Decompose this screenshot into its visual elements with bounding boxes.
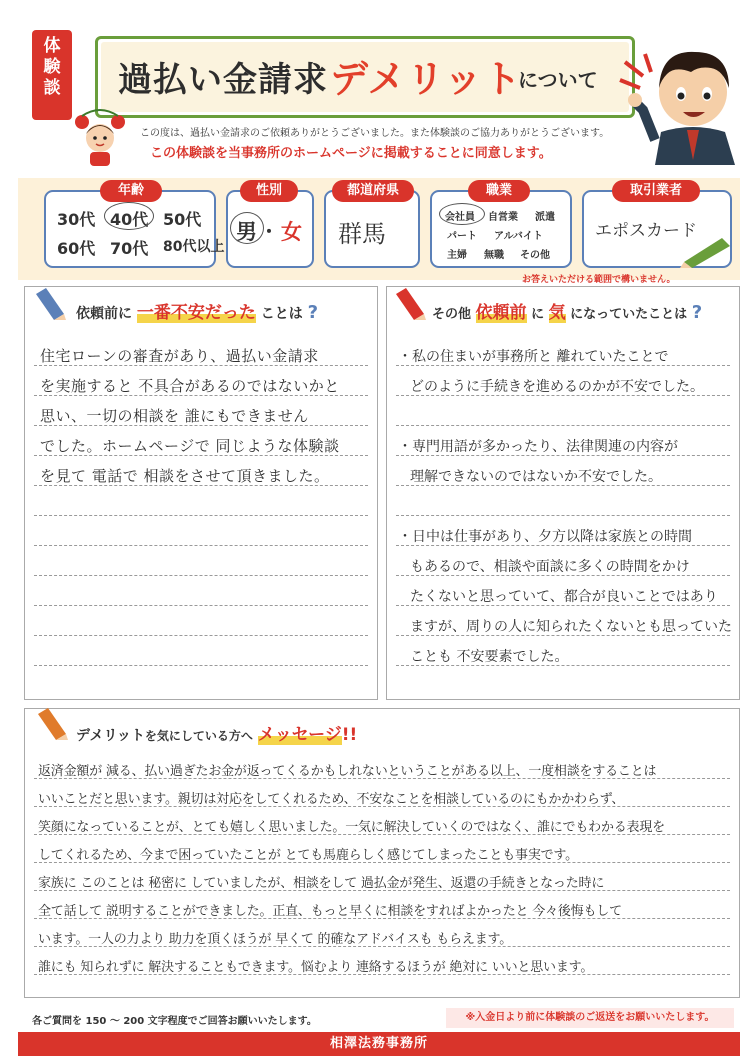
- gender-female: 女: [281, 220, 302, 244]
- occupation-option-selected: 会社員: [445, 212, 475, 223]
- badge-char: 験: [43, 57, 61, 77]
- age-selection-circle: [104, 202, 154, 230]
- q1-heading-post: ことは: [260, 306, 303, 322]
- lender-label: 取引業者: [612, 180, 700, 202]
- q2-answer-line: どのように手続きを進めるのかが不安でした。: [410, 379, 704, 395]
- q2-answer-line: ことも 不安要素でした。: [410, 649, 569, 665]
- q2-answer-line: ますが、周りの人に知られたくないとも思っていた: [410, 619, 732, 635]
- q1-heading: [76, 298, 318, 323]
- cherry-kid-icon: [70, 108, 130, 168]
- q1-heading-emphasis: 一番不安だった: [136, 303, 256, 323]
- q3-answer-line: 家族に このことは 秘密に していましたが、相談をして 過払金が発生、返還の手続きとなった時に: [38, 876, 605, 891]
- age-option: 30代: [57, 210, 96, 229]
- occupation-option: その他: [520, 250, 550, 261]
- q3-heading-emphasis: メッセージ: [257, 725, 342, 745]
- lender-value: エポスカード: [595, 221, 697, 241]
- answer-rule: [34, 575, 368, 576]
- prefecture-value: 群馬: [338, 220, 386, 248]
- age-label: 年齢: [100, 180, 162, 202]
- occupation-option: アルバイト: [494, 231, 543, 242]
- q3-heading-mid: を気にしている方へ: [144, 729, 253, 743]
- gender-selection-circle: [230, 212, 264, 244]
- consent-statement: この体験談を当事務所のホームページに掲載することに同意します。: [150, 146, 552, 161]
- q1-answer-line: を実施すると 不具合があるのではないかと: [40, 377, 340, 395]
- q3-answer-line: してくれるため、今まで困っていたことが とても馬鹿らしく感じてしまったことも事実です。: [38, 848, 578, 863]
- q3-answer-line: 全て話して 説明することができました。正直、もっと早くに相談をすればよかったと 今々後悔もして: [38, 904, 622, 919]
- title-main: 過払い金請求: [118, 60, 328, 100]
- answer-length-note: 各ご質問を 150 ～ 200 文字程度でご回答お願いいたします。: [32, 1016, 317, 1027]
- age-option: 60代: [57, 239, 96, 258]
- profile-note: お答えいただける範囲で構いません。: [522, 275, 676, 285]
- occupation-option: 無職: [484, 250, 504, 261]
- q2-answer-line: ・日中は仕事があり、夕方以降は家族との時間: [398, 529, 692, 545]
- q3-heading: [76, 720, 357, 745]
- badge-char: 体: [43, 36, 61, 56]
- answer-rule: [34, 515, 368, 516]
- q1-answer-line: を見て 電話で 相談をさせて頂きました。: [40, 467, 330, 485]
- q1-answer-line: 思い、一切の相談を 誰にもできません: [40, 407, 309, 425]
- pencil-icon: [680, 232, 736, 268]
- prefecture-label: 都道府県: [332, 180, 414, 202]
- q1-answer-line: でした。ホームページで 同じような体験談: [40, 437, 340, 455]
- q3-answer-line: 返済金額が 減る、払い過ぎたお金が返ってくるかもしれないということがある以上、一度相談をすることは: [38, 764, 657, 779]
- q3-answer-line: 誰にも 知られずに 解決することもできます。悩むより 連絡するほうが 絶対に いいと思います。: [38, 960, 594, 975]
- occupation-selection-circle: [439, 203, 485, 225]
- age-option: 70代: [110, 239, 149, 258]
- occupation-label: 職業: [468, 180, 530, 202]
- q2-heading-post: になっていたことは: [570, 307, 688, 322]
- q3-heading-post: !!: [341, 725, 358, 745]
- q2-heading-emphasis: 依頼前: [475, 303, 527, 323]
- q2-heading-pre: その他: [432, 307, 472, 322]
- q2-answer-line: たくないと思っていて、都合が良いことではあり: [410, 589, 718, 605]
- age-option-selected: 40代: [110, 210, 149, 229]
- pencil-icon: [392, 286, 428, 320]
- gender-label: 性別: [240, 180, 298, 202]
- answer-rule: [34, 605, 368, 606]
- q3-answer-line: います。一人の力より 助力を頂くほうが 早くて 的確なアドバイスも もらえます。: [38, 932, 513, 947]
- q3-heading-pre: デメリット: [76, 728, 145, 744]
- return-deadline-note: ※入金日より前に体験談のご返送をお願いいたします。: [446, 1008, 734, 1028]
- pencil-icon: [32, 286, 68, 320]
- q2-heading-mid: に: [531, 307, 545, 322]
- q2-answer-line: 理解できないのではないか不安でした。: [410, 469, 662, 485]
- answer-rule: [396, 515, 730, 516]
- occupation-option: パート: [447, 231, 477, 242]
- occupation-option: 主婦: [447, 250, 467, 261]
- occupation-option: 派遣: [535, 212, 555, 223]
- answer-rule: [396, 425, 730, 426]
- q1-heading-pre: 依頼前に: [76, 306, 132, 322]
- q1-answer-line: 住宅ローンの審査があり、過払い金請求: [40, 347, 319, 365]
- question-mark-icon: ?: [691, 302, 703, 323]
- gender-separator: ・: [260, 222, 278, 243]
- office-name: 相澤法務事務所: [18, 1032, 740, 1056]
- gender-male: 男: [236, 220, 257, 244]
- q3-answer-line: いいことだと思います。親切は対応をしてくれるため、不安なことを相談しているのにもかかわらず、: [38, 792, 625, 807]
- age-option: 50代: [163, 210, 202, 229]
- pencil-icon: [34, 706, 70, 740]
- q2-heading: [432, 298, 702, 323]
- q2-answer-line: もあるので、相談や面談に多くの時間をかけ: [410, 559, 690, 575]
- question-mark-icon: ?: [307, 302, 319, 323]
- title-about: について: [518, 68, 598, 92]
- businessman-icon: [615, 40, 745, 165]
- answer-rule: [34, 665, 368, 666]
- answer-rule: [34, 635, 368, 636]
- q2-heading-emphasis: 気: [548, 303, 566, 323]
- badge-char: 談: [43, 78, 61, 98]
- q2-answer-line: ・専門用語が多かったり、法律関連の内容が: [398, 439, 678, 455]
- age-option: 80代以上: [163, 239, 225, 255]
- title-demerit: デメリット: [330, 57, 522, 101]
- occupation-option: 自営業: [488, 212, 518, 223]
- taikendan-badge: [32, 30, 72, 120]
- q3-answer-line: 笑顔になっていることが、とても嬉しく思いました。一気に解決していくのではなく、誰にでもわかる表現を: [38, 820, 665, 835]
- q2-answer-line: ・私の住まいが事務所と 離れていたことで: [398, 349, 669, 365]
- intro-thanks: この度は、過払い金請求のご依頼ありがとうございました。また体験談のご協力ありがとうございます。: [140, 128, 610, 139]
- answer-rule: [34, 545, 368, 546]
